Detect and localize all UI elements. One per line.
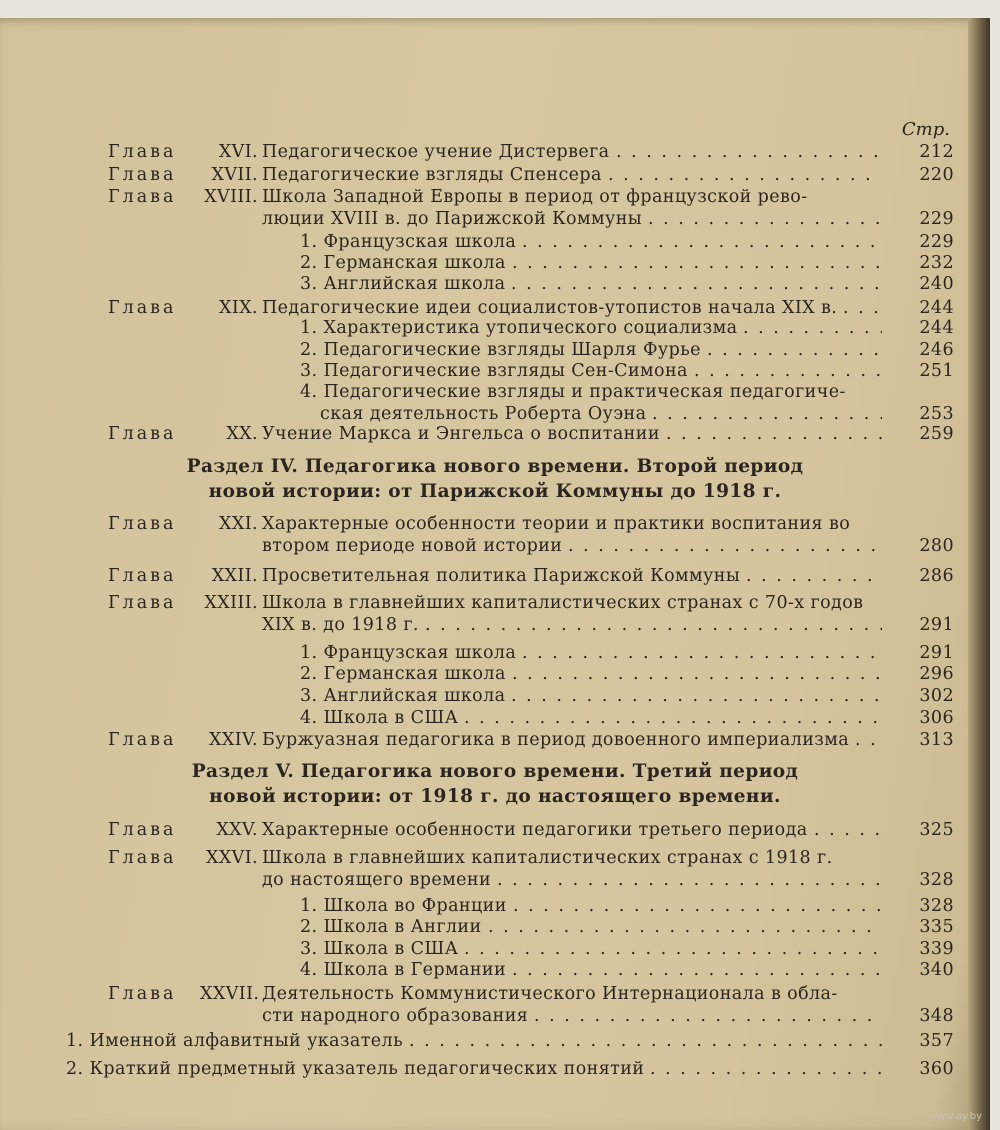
leader-dots — [694, 360, 882, 382]
section-heading: Раздел IV. Педагогика нового времени. Второй период — [186, 456, 804, 477]
chapter-title: Характерные особенности теории и практики воспитания во — [262, 514, 851, 534]
watermark: www.ay.by — [929, 1111, 982, 1122]
leader-dots — [513, 895, 882, 917]
subsection-title: 4. Школа в Германии — [300, 960, 507, 980]
chapter-number: XXV. — [216, 820, 258, 840]
page-number: 244 — [919, 318, 954, 338]
leader-dots — [497, 869, 882, 891]
leader-dots — [746, 565, 882, 587]
page-number: 325 — [919, 820, 954, 840]
page-number: 259 — [919, 424, 954, 444]
chapter-title: Педагогические идеи социалистов-утопистов начала XIX в. — [262, 298, 838, 318]
subsection-title: 3. Педагогические взгляды Сен-Симона — [300, 361, 688, 381]
chapter-label: Глава — [108, 984, 177, 1004]
subsection-title: 2. Школа в Англии — [300, 917, 482, 937]
page-number: 286 — [919, 566, 954, 586]
page-number: 251 — [919, 361, 954, 381]
page-number: 357 — [919, 1031, 954, 1051]
page-number: 302 — [919, 686, 954, 706]
chapter-number: XX. — [226, 424, 258, 444]
leader-dots — [855, 729, 882, 751]
page-number: 246 — [919, 340, 954, 360]
page-number: 229 — [919, 209, 954, 229]
page-number: 360 — [919, 1059, 954, 1079]
chapter-label: Глава — [108, 142, 177, 162]
leader-dots — [608, 164, 882, 186]
book-page — [0, 18, 990, 1130]
leader-dots — [843, 297, 882, 319]
chapter-number: XXII. — [211, 566, 258, 586]
leader-dots — [568, 535, 882, 557]
chapter-label: Глава — [108, 165, 177, 185]
leader-dots — [666, 423, 882, 445]
leader-dots — [511, 685, 882, 707]
page-number: 328 — [919, 896, 954, 916]
chapter-title-continued: XIX в. до 1918 г. — [262, 615, 419, 635]
leader-dots — [522, 231, 882, 253]
page-number: 220 — [919, 165, 954, 185]
chapter-title: Педагогические взгляды Спенсера — [262, 165, 602, 185]
page-number: 232 — [919, 253, 954, 273]
chapter-label: Глава — [108, 593, 177, 613]
leader-dots — [512, 959, 882, 981]
subsection-title: 2. Педагогические взгляды Шарля Фурье — [300, 340, 701, 360]
subsection-title: 2. Германская школа — [300, 664, 506, 684]
subsection-title: 1. Школа во Франции — [300, 896, 507, 916]
subsection-title: 4. Школа в США — [300, 708, 459, 728]
subsection-title: 2. Германская школа — [300, 253, 506, 273]
chapter-label: Глава — [108, 820, 177, 840]
leader-dots — [512, 252, 882, 274]
leader-dots — [409, 1030, 882, 1052]
section-heading: Раздел V. Педагогика нового времени. Третий период — [191, 761, 799, 782]
leader-dots — [652, 403, 882, 425]
chapter-title-continued: втором периоде новой истории — [262, 536, 563, 556]
chapter-title: Буржуазная педагогика в период довоенного империализма — [262, 730, 850, 750]
chapter-title: Характерные особенности педагогики третьего периода — [262, 820, 808, 840]
leader-dots — [464, 707, 882, 729]
page-number: 212 — [919, 142, 954, 162]
subsection-title-continued: ская деятельность Роберта Оуэна — [320, 404, 647, 424]
leader-dots — [522, 642, 882, 664]
chapter-number: XXI. — [219, 514, 258, 534]
subsection-title: 1. Французская школа — [300, 643, 517, 663]
subsection-title: 3. Английская школа — [300, 274, 506, 294]
leader-dots — [425, 614, 882, 636]
chapter-number: XVI. — [218, 142, 258, 162]
chapter-label: Глава — [108, 566, 177, 586]
leader-dots — [650, 1058, 882, 1080]
chapter-number: XXIII. — [204, 593, 258, 613]
leader-dots — [707, 339, 882, 361]
leader-dots — [512, 663, 882, 685]
chapter-number: XXVII. — [200, 984, 260, 1004]
section-heading: новой истории: от Парижской Коммуны до 1918 г. — [208, 481, 782, 502]
page-number: 340 — [919, 960, 954, 980]
chapter-title: Деятельность Коммунистического Интернационала в обла- — [262, 984, 838, 1004]
chapter-number: XIX. — [219, 298, 258, 318]
subsection-title: 1. Французская школа — [300, 232, 517, 252]
chapter-number: XVII. — [211, 165, 258, 185]
leader-dots — [648, 208, 882, 230]
page-number: 240 — [919, 274, 954, 294]
chapter-label: Глава — [108, 514, 177, 534]
chapter-title: Школа Западной Европы в период от французской рево- — [262, 187, 808, 207]
page-number: 229 — [919, 232, 954, 252]
chapter-title: Школа в главнейших капиталистических странах с 1918 г. — [262, 848, 833, 868]
leader-dots — [814, 819, 882, 841]
page-number: 348 — [919, 1006, 954, 1026]
leader-dots — [464, 938, 882, 960]
section-heading: новой истории: от 1918 г. до настоящего времени. — [209, 786, 781, 807]
index-entry: 2. Краткий предметный указатель педагогических понятий — [66, 1059, 645, 1079]
leader-dots — [743, 317, 882, 339]
subsection-title: 3. Школа в США — [300, 939, 459, 959]
table-of-contents — [0, 18, 990, 1130]
page-number: 328 — [919, 870, 954, 890]
subsection-title: 3. Английская школа — [300, 686, 506, 706]
chapter-number: XXVI. — [205, 848, 258, 868]
page-number: 291 — [919, 615, 954, 635]
chapter-title-continued: люции XVIII в. до Парижской Коммуны — [262, 209, 643, 229]
page-number: 335 — [919, 917, 954, 937]
page-number: 244 — [919, 298, 954, 318]
chapter-label: Глава — [108, 730, 177, 750]
page-number: 291 — [919, 643, 954, 663]
subsection-title: 4. Педагогические взгляды и практическая педагогиче- — [300, 382, 846, 402]
chapter-title: Учение Маркса и Энгельса о воспитании — [262, 424, 660, 444]
chapter-number: XVIII. — [204, 187, 258, 207]
page-number: 313 — [919, 730, 954, 750]
chapter-label: Глава — [108, 187, 177, 207]
chapter-title: Педагогическое учение Дистервега — [262, 142, 610, 162]
chapter-title-continued: сти народного образования — [262, 1006, 529, 1026]
chapter-title: Просветительная политика Парижской Коммуны — [262, 566, 741, 586]
pages-column-header: Стр. — [901, 119, 950, 140]
chapter-label: Глава — [108, 298, 177, 318]
leader-dots — [534, 1005, 882, 1027]
page-number: 253 — [919, 404, 954, 424]
chapter-label: Глава — [108, 848, 177, 868]
chapter-title-continued: до настоящего времени — [262, 870, 492, 890]
chapter-label: Глава — [108, 424, 177, 444]
leader-dots — [488, 916, 882, 938]
page-number: 306 — [919, 708, 954, 728]
chapter-number: XXIV. — [209, 730, 258, 750]
leader-dots — [616, 141, 882, 163]
page-number: 339 — [919, 939, 954, 959]
page-number: 296 — [919, 664, 954, 684]
chapter-title: Школа в главнейших капиталистических странах с 70-х годов — [262, 593, 864, 613]
subsection-title: 1. Характеристика утопического социализма — [300, 318, 738, 338]
index-entry: 1. Именной алфавитный указатель — [66, 1031, 404, 1051]
page-number: 280 — [919, 536, 954, 556]
leader-dots — [511, 273, 882, 295]
